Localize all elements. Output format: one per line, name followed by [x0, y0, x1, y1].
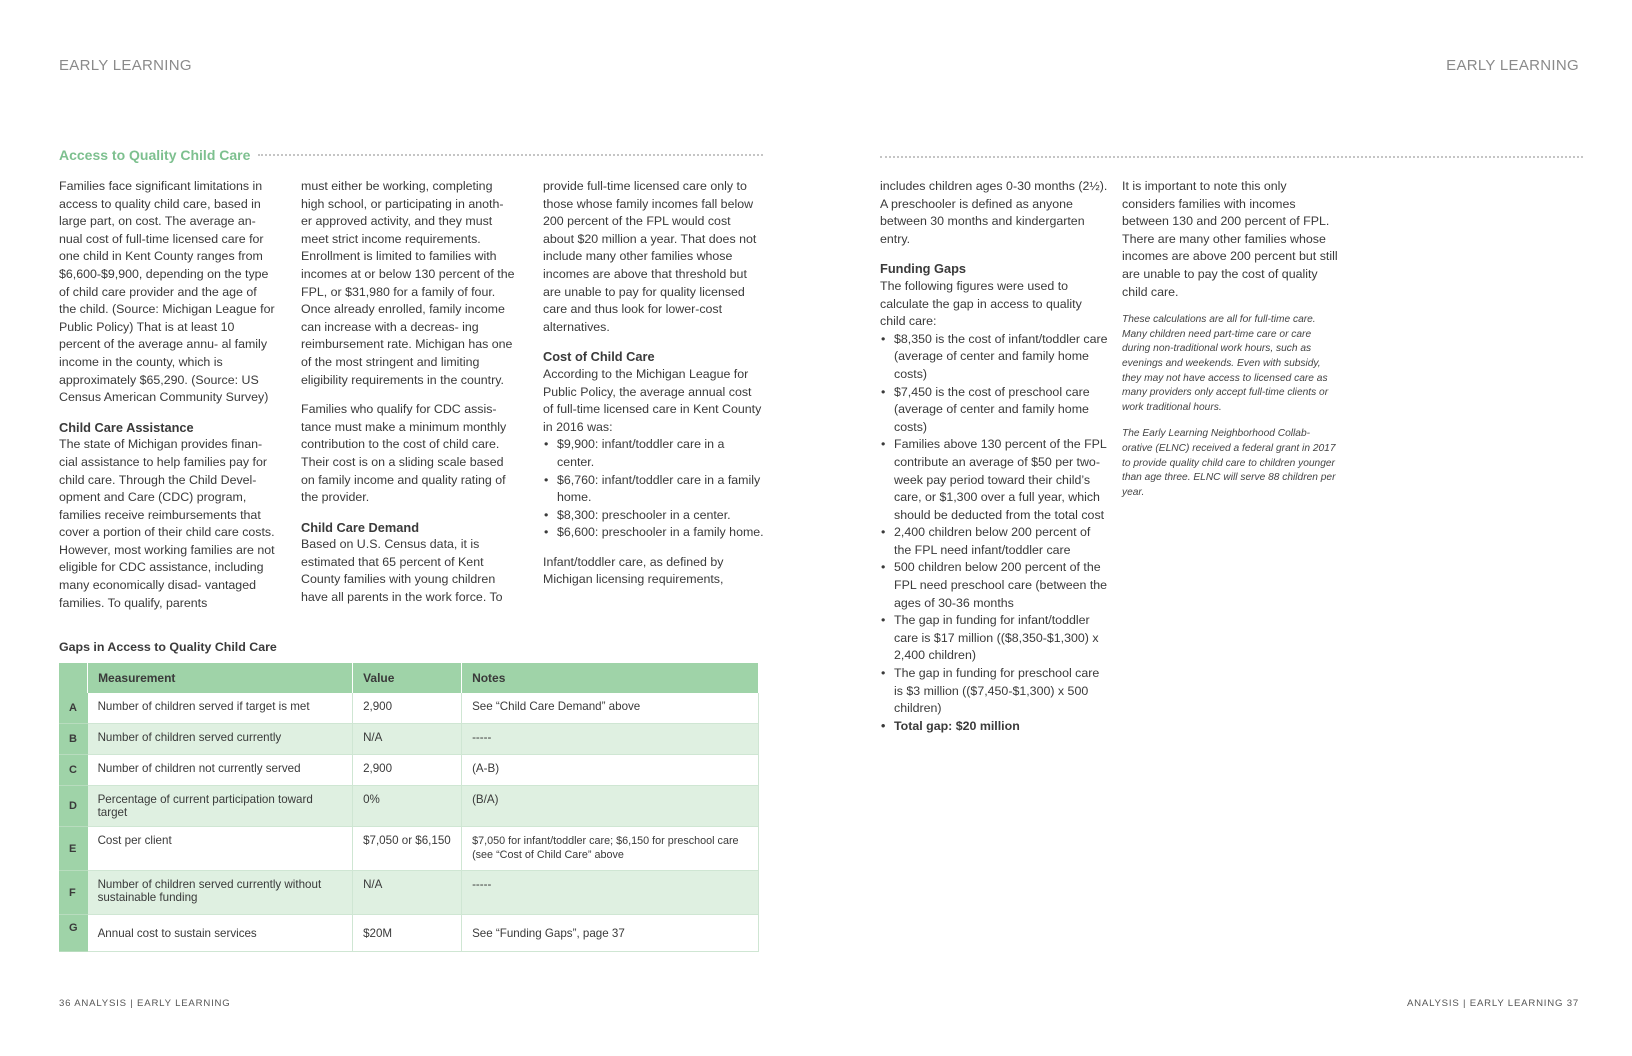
list-item: • $9,900: infant/toddler care in a center. — [543, 436, 765, 471]
cost-estimate-paragraph: provide full-time licensed care only to those whose family incomes fall below 200 percent of the FPL would cost about $20 million a year. That does not include many other families whose incomes are above that threshold but are unable to pay for quality licensed care and thus look for lower-cost alternatives. — [543, 179, 757, 334]
contribution-paragraph: Families who qualify for CDC assis- tance must make a minimum monthly contribution to the cost of child care. Their cost is on a sliding scale based on family income and quality rating of the provider. — [301, 402, 507, 505]
value-cell: N/A — [353, 724, 462, 755]
list-item: • The gap in funding for infant/toddler care is $17 million (($8,350-$1,300) x 2,400 children) — [880, 612, 1110, 665]
table-row — [59, 827, 759, 871]
dotted-rule-right — [880, 156, 1583, 158]
text-column-1 — [59, 178, 275, 612]
notes-cell: (A-B) — [462, 755, 759, 786]
list-item: • $8,300: preschooler in a center. — [543, 507, 765, 525]
list-item: • The gap in funding for preschool care is $3 million (($7,450-$1,300) x 500 children) — [880, 665, 1110, 718]
cost-list — [543, 436, 765, 542]
section-title: Access to Quality Child Care — [59, 147, 251, 163]
measurement-cell: Annual cost to sustain services — [88, 915, 353, 952]
heading-child-care-demand: Child Care Demand — [301, 519, 420, 535]
table-row — [59, 871, 759, 915]
table-header-row — [59, 663, 759, 693]
definition-paragraph: Infant/toddler care, as defined by Michigan licensing requirements, — [543, 554, 724, 587]
table-title: Gaps in Access to Quality Child Care — [59, 640, 277, 654]
measurement-cell: Number of children not currently served — [88, 755, 353, 786]
running-head-right: EARLY LEARNING — [1446, 57, 1579, 74]
list-item: • Families above 130 percent of the FPL contribute an average of $50 per two-week pay period toward their child’s care, or $1,300 over a full year, which should be deducted from the total cost — [880, 436, 1110, 524]
row-letter: B — [59, 724, 88, 755]
assistance-paragraph: The state of Michigan provides finan- cial assistance to help families pay for child care. Through the Child Devel- opment and Care (CDC) program, families receive reimbursements that cover a portion of their child care costs. However, most working families are not eligible for CDC assistance, including many economically disad- vantaged families. To qualify, parents — [59, 437, 275, 610]
text-column-4 — [880, 178, 1110, 747]
list-item: • 2,400 children below 200 percent of the FPL need infant/toddler care — [880, 524, 1110, 559]
demand-paragraph: Based on U.S. Census data, it is estimated that 65 percent of Kent County families with young children have all parents in the work force. To — [301, 537, 503, 605]
value-cell: 2,900 — [353, 755, 462, 786]
table-row — [59, 755, 759, 786]
measurement-cell: Percentage of current participation toward target — [88, 786, 353, 827]
row-letter: G — [59, 915, 88, 952]
notes-cell: ----- — [462, 724, 759, 755]
list-item: • $6,760: infant/toddler care in a family home. — [543, 472, 765, 507]
measurement-cell: Cost per client — [88, 827, 353, 871]
text-column-3 — [543, 178, 765, 589]
heading-cost-of-child-care: Cost of Child Care — [543, 349, 655, 365]
funding-list — [880, 331, 1110, 736]
measurement-cell: Number of children served if target is met — [88, 693, 353, 724]
notes-cell: (B/A) — [462, 786, 759, 827]
table-row — [59, 786, 759, 827]
text-column-2 — [301, 178, 517, 607]
notes-cell: $7,050 for infant/toddler care; $6,150 for preschool care (see “Cost of Child Care” above — [462, 827, 759, 871]
text-column-5 — [1122, 178, 1342, 512]
notes-cell: ----- — [462, 871, 759, 915]
value-cell: 0% — [353, 786, 462, 827]
heading-child-care-assistance: Child Care Assistance — [59, 419, 194, 435]
letter-header — [59, 663, 88, 693]
row-letter: C — [59, 755, 88, 786]
intro-paragraph: Families face significant limitations in access to quality child care, based in large part, on cost. The average an- nual cost of full-time licensed care for one child in Kent County ranges from $6,600-$9,900, depending on the type of child care provider and the age of the child. (Source: Michigan League for Public Policy) That is at least 10 percent of the average annu- al family income in the county, which is approximately $65,290. (Source: US Census American Community Survey) — [59, 179, 275, 405]
section-heading — [59, 145, 763, 165]
value-cell: 2,900 — [353, 693, 462, 724]
row-letter: F — [59, 871, 88, 915]
table-row — [59, 693, 759, 724]
table-row — [59, 915, 759, 952]
footer-left: 36 ANALYSIS | EARLY LEARNING — [59, 998, 231, 1009]
value-cell: $20M — [353, 915, 462, 952]
list-item: • $8,350 is the cost of infant/toddler care (average of center and family home costs) — [880, 331, 1110, 384]
note-paragraph: It is important to note this only considers families with incomes between 130 and 200 percent of FPL. There are many other families whose incomes are above 200 percent but still are unable to pay the cost of quality child care. — [1122, 179, 1338, 299]
sidenote-elnc: The Early Learning Neighborhood Collab- orative (ELNC) received a federal grant in 2017 to provide quality child care to children younger than age three. ELNC will serve 88 children per year. — [1122, 428, 1336, 498]
sidenote-full-time: These calculations are all for full-time care. Many children need part-time care or care during non-traditional work hours, such as evenings and weekends. Even with subsidy, they may not have access to licensed care as many providers only accept full-time clients or work traditional hours. — [1122, 314, 1329, 413]
eligibility-paragraph: must either be working, completing high school, or participating in anoth- er approved activity, and they must meet strict income requirements. Enrollment is limited to families with incomes at or below 130 percent of the FPL, or $31,980 for a family of four. Once already enrolled, family income can increase with a decreas- ing reimbursement rate. Michigan has one of the most stringent and limiting eligibility requirements in the country. — [301, 179, 515, 387]
measurement-cell: Number of children served currently without sustainable funding — [88, 871, 353, 915]
total-gap-item: • Total gap: $20 million — [880, 718, 1110, 736]
table-row — [59, 724, 759, 755]
cost-intro-paragraph: According to the Michigan League for Public Policy, the average annual cost of full-time licensed care in Kent County in 2016 was: — [543, 366, 762, 434]
definition-continued-paragraph: includes children ages 0-30 months (2½). A preschooler is defined as anyone between 30 months and kindergarten entry. — [880, 179, 1108, 246]
row-letter: E — [59, 827, 88, 871]
notes-cell: See “Child Care Demand” above — [462, 693, 759, 724]
column-header-value: Value — [353, 663, 462, 693]
list-item: • 500 children below 200 percent of the FPL need preschool care (between the ages of 30-36 months — [880, 559, 1110, 612]
measurement-cell: Number of children served currently — [88, 724, 353, 755]
column-header-measurement: Measurement — [88, 663, 353, 693]
value-cell: N/A — [353, 871, 462, 915]
sidenotes — [1122, 313, 1342, 500]
dotted-rule — [258, 154, 763, 156]
running-head-left: EARLY LEARNING — [59, 57, 192, 74]
gaps-table — [59, 663, 759, 952]
row-letter: A — [59, 693, 88, 724]
list-item: • $7,450 is the cost of preschool care (average of center and family home costs) — [880, 384, 1110, 437]
column-header-notes: Notes — [462, 663, 759, 693]
footer-right: ANALYSIS | EARLY LEARNING 37 — [1406, 998, 1579, 1009]
funding-intro-paragraph: The following figures were used to calculate the gap in access to quality child care: — [880, 278, 1082, 329]
row-letter: D — [59, 786, 88, 827]
list-item: • $6,600: preschooler in a family home. — [543, 524, 765, 542]
heading-funding-gaps: Funding Gaps — [880, 261, 967, 277]
notes-cell: See “Funding Gaps”, page 37 — [462, 915, 759, 952]
value-cell: $7,050 or $6,150 — [353, 827, 462, 871]
